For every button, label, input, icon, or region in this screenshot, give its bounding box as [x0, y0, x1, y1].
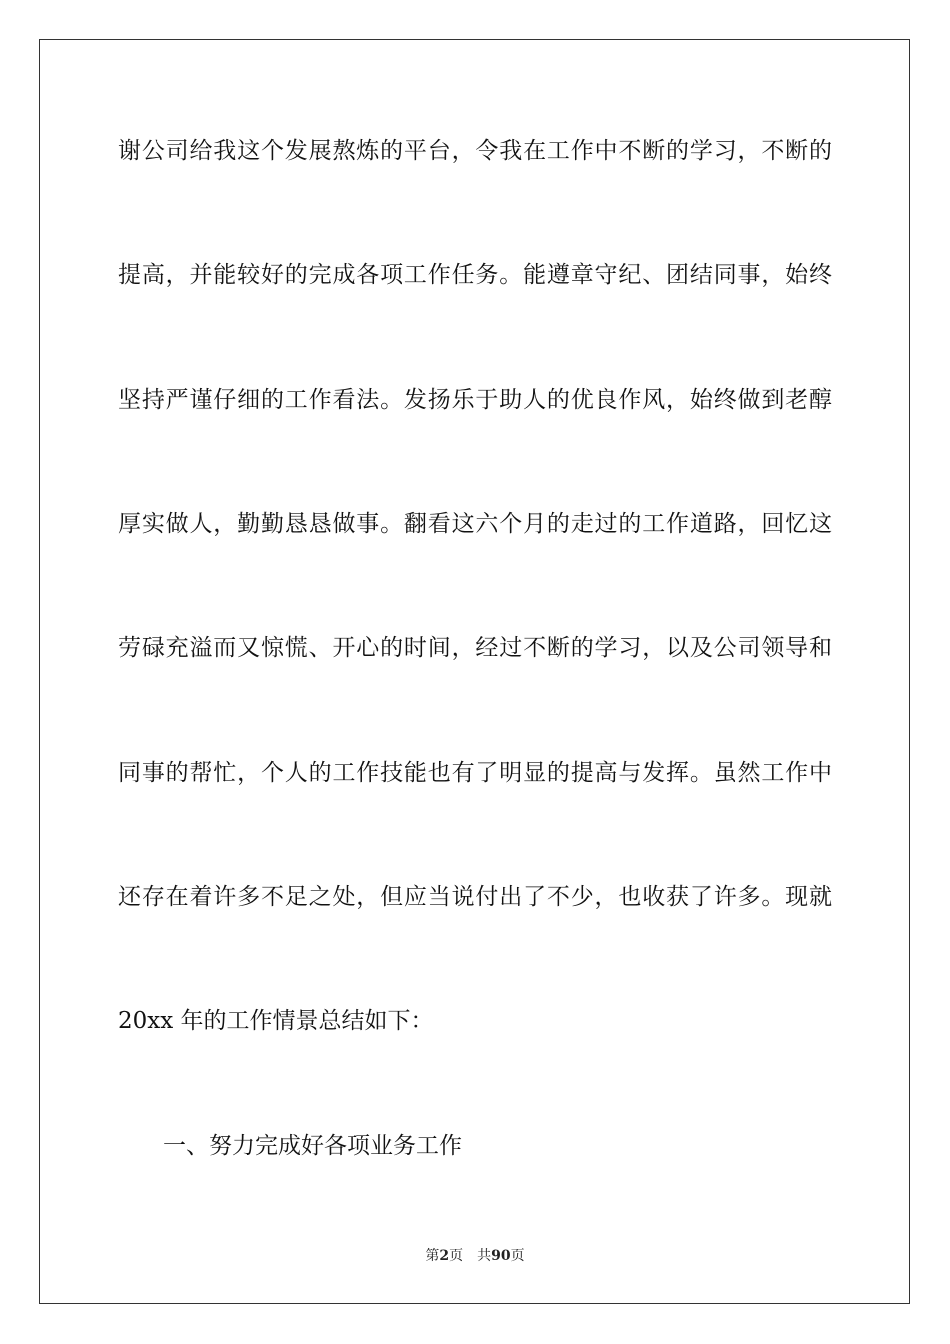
- paragraph-line-2: 提高，并能较好的完成各项工作任务。能遵章守纪、团结同事，始终: [118, 262, 832, 288]
- paragraph-line-8: 20xx 年的工作情景总结如下：: [118, 1008, 434, 1034]
- total-prefix: 共: [477, 1248, 492, 1264]
- page-prefix: 第: [425, 1248, 440, 1264]
- paragraph-line-7: 还存在着许多不足之处，但应当说付出了不少，也收获了许多。现就: [118, 884, 832, 910]
- paragraph-line-1: 谢公司给我这个发展熬炼的平台，令我在工作中不断的学习，不断的: [118, 138, 832, 164]
- section-heading: 一、努力完成好各项业务工作: [163, 1133, 462, 1159]
- page-number: 2: [439, 1248, 450, 1264]
- total-pages: 90: [491, 1248, 511, 1264]
- page-footer: [0, 1247, 950, 1265]
- total-suffix: 页: [510, 1248, 525, 1264]
- page-suffix: 页: [449, 1248, 464, 1264]
- paragraph-line-3: 坚持严谨仔细的工作看法。发扬乐于助人的优良作风，始终做到老醇: [118, 387, 832, 413]
- page-border: [39, 39, 910, 1304]
- paragraph-line-4: 厚实做人，勤勤恳恳做事。翻看这六个月的走过的工作道路，回忆这: [118, 511, 832, 537]
- paragraph-line-5: 劳碌充溢而又惊慌、开心的时间，经过不断的学习，以及公司领导和: [118, 635, 832, 661]
- paragraph-line-6: 同事的帮忙，个人的工作技能也有了明显的提高与发挥。虽然工作中: [118, 760, 832, 786]
